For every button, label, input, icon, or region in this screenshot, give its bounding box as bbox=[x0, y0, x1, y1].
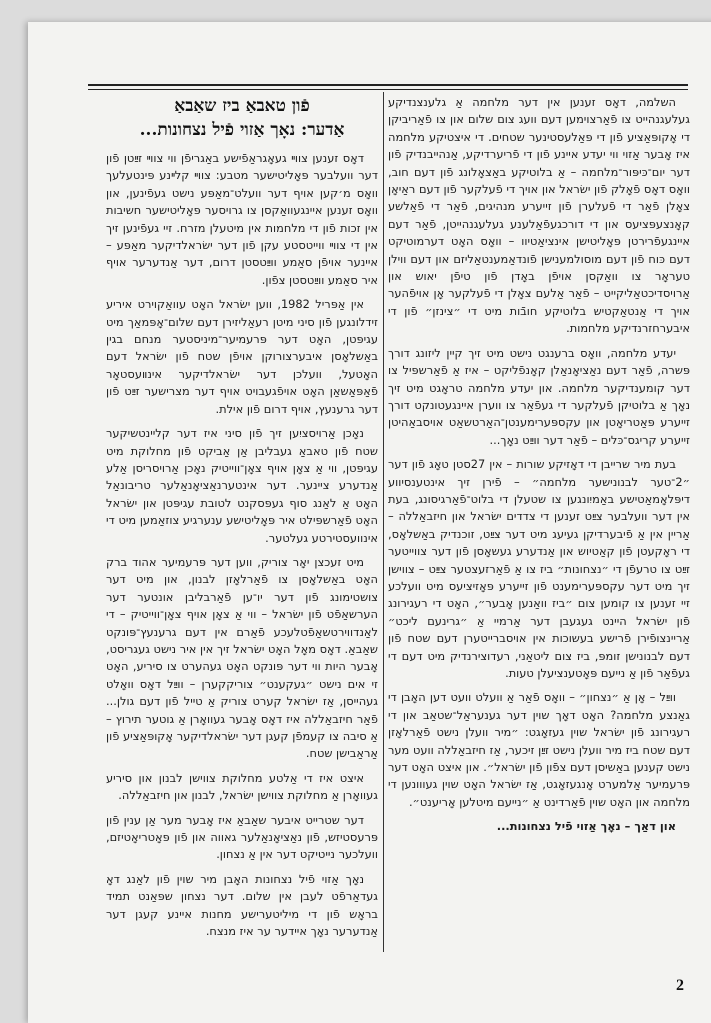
column-divider bbox=[383, 92, 384, 952]
left-paragraph: מיט זעכצן יאָר צוריק, ווען דער פּרעמיער אהוד ברק האָט באַשלאָסן צו פֿאַרלאָזן לבנון, און מיט דער צושטימונג פֿון דער יו־ען פֿאַרבליבן אונטער דער הערשאַפֿט פֿון ישׂראל – ווי אַ צאָן אויף צאָן־ווייטיק – די לאַנדווירטשאַפֿטלעכע פֿאַרם אין דעם גרענעץ־פּונקט שאַבאַ. דאָס מאָל האָט ישׂראל זיך אין איר נישט געגריסט, אָבער היות ווי דער פּונקט האָט געהערט צו סיריע, האָט זי אים נישט ״געקענט״ צוריקקערן – ווײַל דאָס וואָלט געהייסן, אַז ישׂראל קערט צוריק אַ טייל פֿון דעם גולן... פֿאַר חיזבאַללה איז דאָס אָבער געוואָרן אַ גוטער תירוץ – אַ סיבה צו קעמפֿן קעגן דער ישׂראלדיקער אָקופּאַציע פֿון אַראַבישן שטח. bbox=[106, 554, 378, 761]
headline-line-1: פֿון טאבאַ ביז שאַבאַ bbox=[174, 96, 310, 116]
left-paragraph: נאָך אַזוי פֿיל נצחונות האָבן מיר שוין פֿון לאַנג דאָ געדאַרפֿט לעבן אין שלום. דער נצחון שפּאַנט תמיד בראָש פֿון די מיליטערישע מחנות איינע קעגן דער אַנדערער נאָך איידער ער איז מנצח. bbox=[106, 871, 378, 939]
right-paragraph: בעת מיר שרייבן די דאָזיקע שורות – אין 27סטן טאָג פֿון דער ״2־טער לבנונישער מלחמה״ – פֿירן זיך אינטענסיווע דיפּלאָמאַטישע באַמיִונגען צו שטעלן די בלוט־פֿאַרגיסונג, בעת אין דער וועלבער צײַט זענען די צדדים ישׂראל און חיזבאַללה – אַריין אין אַ פֿיבערדיקן געיעג מיט דער צײַט, זוכנדיק באַשלאָס, די ראָקעטן פֿון קאַטיוש און אַנדערע געשאָסן פֿון דער צווייטער זײַט צו טרעפֿן די ״נצחונות״ ביז צו אַ פֿאַרזעצטער צײַט – צווישן זיך מיט דער עקספּערימענט פֿון זייערע פּאָזיציעס מיט וועלכע זיי זענען צו קומען צום ״ביז וואַנען אָבער״, האָט די רעגירונג פֿון ישׂראל היינט געגעבן דער אַרמיי אַ ״גרינעם ליכט״ אַריינצופֿירן פֿרישע בעשוכות אין אויסברייטערן דעם שטח פֿון דעם לבנונישן זומפּ, ביז צום ליטאַני, רעדוצירנדיק מיט דעם די געפֿאַר פֿון אַ נייעם פּאָטענציעלן טעות. bbox=[388, 457, 690, 680]
left-paragraph: אין אַפּריל 1982, ווען ישׂראל האָט עוואַקוירט איריע זידלונגען פֿון סיני מיטן רעאַליזירן דעם שלום־אָפּמאַך מיט עגיפּטן, האָט דער פּרעמיער־מיניסטער מנחם בגין באַשלאָסן איבערצורוקן אויפֿן שטח פֿון ישׂראל דעם האָטעל, וועלכן דער ישׂראלדיקער אינװעסטאָר פֿאַפּאַשאַן האָט אויפֿגעבויט אויף דער מצרישער זײַט פֿון דער גרענעץ, אויף דרום פֿון אילת. bbox=[106, 297, 378, 416]
top-rule bbox=[88, 84, 688, 90]
right-paragraph: יעדע מלחמה, וואָס ברענגט נישט מיט זיך קיין ליזונג דורך פּשרה, פֿאַר דעם נאַציאָנאַלן קאָנפֿליקט – איז אַ פֿאַרשפּיל צו דער קומענדיקער מלחמה. און יעדע מלחמה טראָגט מיט זיך נאָך אַ בלוטיקן פֿעלקער די געפֿאַר צו ווערן איינגעטונקט דורך זייערע פּאַטריאָטן און עקספּערימענטן־האַרטשאַט אויסבאַהיטן זייערע קריגס־כּלים – פֿאַר דער ווײַט נאָך... bbox=[388, 345, 690, 447]
article-headline bbox=[106, 94, 378, 142]
left-paragraph: דער שטרייט איבער שאַבאַ איז אָבער מער אַן ענין פֿון פּרעסטיזש, פֿון נאַציאָנאַלער גאווה און פֿון פּאָטריאָטיזם, וועלכער נייטיקט דער אין אַ נצחון. bbox=[106, 812, 378, 862]
left-paragraph: נאָכן אַרויסציִען זיך פֿון סיני איז דער קליינטשיקער שטח פֿון טאבאַ געבליבן אַן אַביקט פֿון מחלוקת מיט עגיפּטן, ווי אַ צאָן אויף צאָן־ווייטיק נאָכן אַרויסריסן אַלע אַנדערע ציינער. דער אינטערנאַציאָנאַלער טריבונאַל האָט אַ לאַנג סוף געפּסקנט לטובת עגיפּטן און ישׂראל האָט פֿאַרשפּילט איר פּאָליטישע ענערגיע צוזאַמען מיט די אינוועסטירטע געלטער. bbox=[106, 426, 378, 545]
headline-line-2: אַדער: נאָך אַזוי פֿיל נצחונות... bbox=[139, 120, 345, 140]
right-paragraph: ווײַל – אָן אַ ״נצחון״ – וואָס פֿאַר אַ וועלט וועט דען האָבן די גאַנצע מלחמה? האָט דאָך שוין דער גענעראַל־שטאַב און די רעגירונג פֿון ישׂראל שוין געזאָגט: ״מיר וועלן נישט פֿאַרלאָזן דעם שטח ביז מיר וועלן נישט זײַן זיכער, אַז חיזבאַללה וועט מער נישט קענען באַשיסן דעם צפֿון פֿון ישׂראל״. און איצט האָט דער פּרעמיער אַלמערט אָנגעזאָגט, אַז ישׂראל האָט שוין געווונען די מלחמה און האָט שוין פֿאַרדינט אַ ״נייעם מיטלען אָריענט״. bbox=[388, 690, 690, 809]
right-column bbox=[388, 94, 690, 843]
closing-line: און דאַך – נאָך אַזוי פֿיל נצחונות... bbox=[496, 819, 676, 834]
left-paragraph: איצט איז די אַלטע מחלוקת צווישן לבנון און סיריע געוואָרן אַ מחלוקת צווישן ישׂראל, לבנון און חיזבאַללה. bbox=[106, 770, 378, 803]
left-paragraph: דאָס זענען צווײ געאָגראַפֿישע באַגריפֿן ווי צווײ זײַטן פֿון דער וועלבער פּאָליטישער מטבע: צווײ קלײנע פּינטעלעך וואָס מ׳קען אויף דער וועלט־מאַפּע נישט געפֿינען, און וואָס זענען איינגעוואַקסן צו גרויסער פּאָליטישער חשיבות אין זכות פֿון די מלחמות אין מיטעלן מזרח. זיי געפֿינען זיך אין די צווײ ווייטסטע עקן פֿון דער ישׂראלדיקער מאַפּע – איינער אויפֿן סאַמע ווײַטסטן דרום, דער אַנדערער אויף איר סאַמע ווײַטסטן צפֿון. bbox=[106, 151, 378, 287]
left-column bbox=[106, 94, 378, 947]
page-sheet bbox=[28, 22, 711, 1023]
right-paragraph: השלמה, דאָס זענען אין דער מלחמה אַ גלענצנדיקע געלעגנהייט צו פֿאַרצוימען דעם וועג צום שלום און צו פֿאַריביקן די אָקופּאַציע פֿון די פּאַלעסטינער שטחים. די איצטיקע מלחמה איז אָבער אַזוי ווי יעדע איינע פֿון די פֿריערדיקע, אַנהייבנדיק פֿון דער יום־כּיפּור־מלחמה – אַ בלוטיקע באַצאָלונג פֿון דעם חוב, וואָס דאָס פֿאָלק פֿון ישׂראל און אויך די פֿעלקער פֿון דעם ראַיאָן צאָלן פֿאַר די פֿעלערן פֿון זייערע מנהיגים, פֿאַר די פֿאַלשע קאָנצעפּציעס און די דורכגעפֿאַלענע געלעגנהייטן, פֿאַר דעם איינגעפֿרירטן פּאָליטישן אינציאַטיוו – וואָס האָט דערמוטיקט דעם כּוח פֿון דעם מוסולמענישן פֿונדאַמענטאַליזם און דעם ווילן טעראָר צו וואַקסן אויפֿן באָדן פֿון טיפֿן יאוש און אַרויסדיכטאַליקייט – פֿאַר אַלעם צאָלן די פֿעלקער אָן אויפֿהער אויך די אַנטאַקטיש בלוטיקע חובֿות מיט די ״צינזן״ פֿון די איבערחזרנדיקע מלחמות. bbox=[388, 95, 690, 336]
page-number: 2 bbox=[676, 977, 684, 994]
